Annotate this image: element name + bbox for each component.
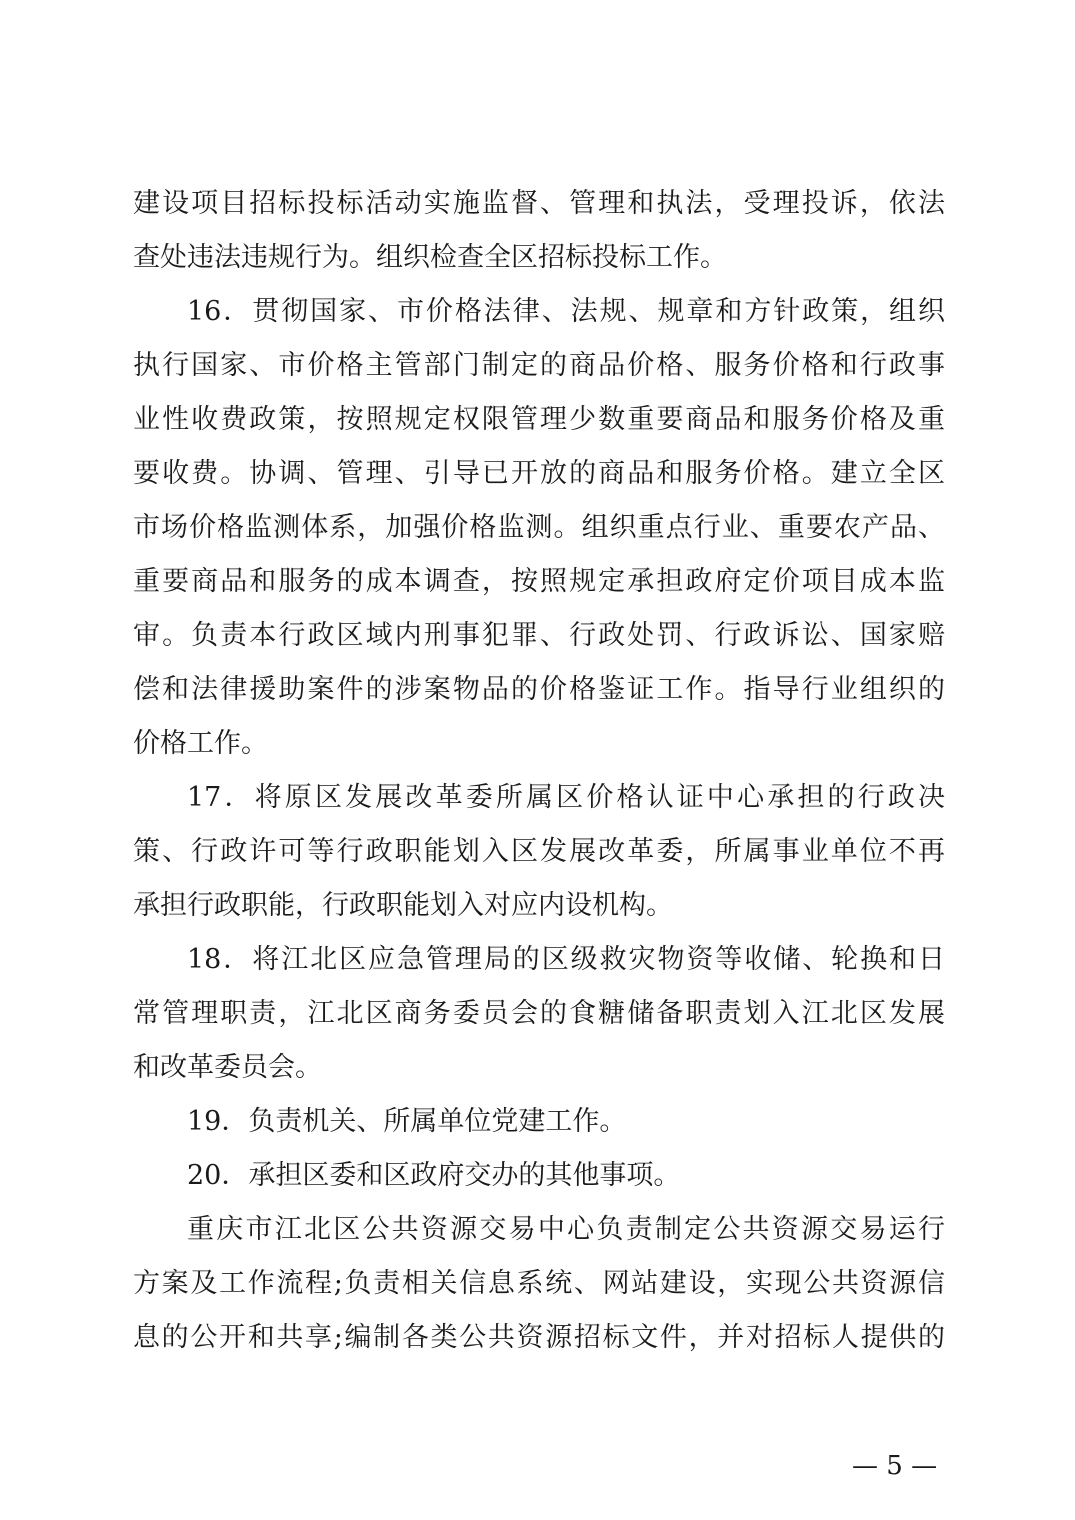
text-line: 19．负责机关、所属单位党建工作。 [187,1106,627,1137]
text-line: 和改革委员会。 [133,1052,322,1083]
text-line: 20．承担区委和区政府交办的其他事项。 [187,1160,681,1191]
text-line: 审。负责本行政区域内刑事犯罪、行政处罚、行政诉讼、国家赔 [133,620,945,651]
text-line: 息的公开和共享;编制各类公共资源招标文件，并对招标人提供的 [133,1322,945,1353]
page-number: — 5 — [852,1451,938,1481]
text-line: 重庆市江北区公共资源交易中心负责制定公共资源交易运行 [187,1214,945,1245]
text-line: 市场价格监测体系，加强价格监测。组织重点行业、重要农产品、 [133,512,945,543]
text-line: 偿和法律援助案件的涉案物品的价格鉴证工作。指导行业组织的 [133,674,945,705]
text-line: 建设项目招标投标活动实施监督、管理和执法，受理投诉，依法 [133,188,945,219]
text-line: 价格工作。 [133,728,268,759]
text-line: 16．贯彻国家、市价格法律、法规、规章和方针政策，组织 [187,296,945,327]
text-line: 查处违法违规行为。组织检查全区招标投标工作。 [133,242,727,273]
text-line: 18．将江北区应急管理局的区级救灾物资等收储、轮换和日 [187,944,945,975]
text-line: 策、行政许可等行政职能划入区发展改革委，所属事业单位不再 [133,836,945,867]
text-line: 执行国家、市价格主管部门制定的商品价格、服务价格和行政事 [133,350,945,381]
text-line: 方案及工作流程;负责相关信息系统、网站建设，实现公共资源信 [133,1268,945,1299]
text-line: 要收费。协调、管理、引导已开放的商品和服务价格。建立全区 [133,458,945,489]
text-line: 17．将原区发展改革委所属区价格认证中心承担的行政决 [187,782,945,813]
text-line: 重要商品和服务的成本调查，按照规定承担政府定价项目成本监 [133,566,945,597]
text-line: 常管理职责，江北区商务委员会的食糖储备职责划入江北区发展 [133,998,945,1029]
text-line: 业性收费政策，按照规定权限管理少数重要商品和服务价格及重 [133,404,945,435]
text-line: 承担行政职能，行政职能划入对应内设机构。 [133,890,673,921]
